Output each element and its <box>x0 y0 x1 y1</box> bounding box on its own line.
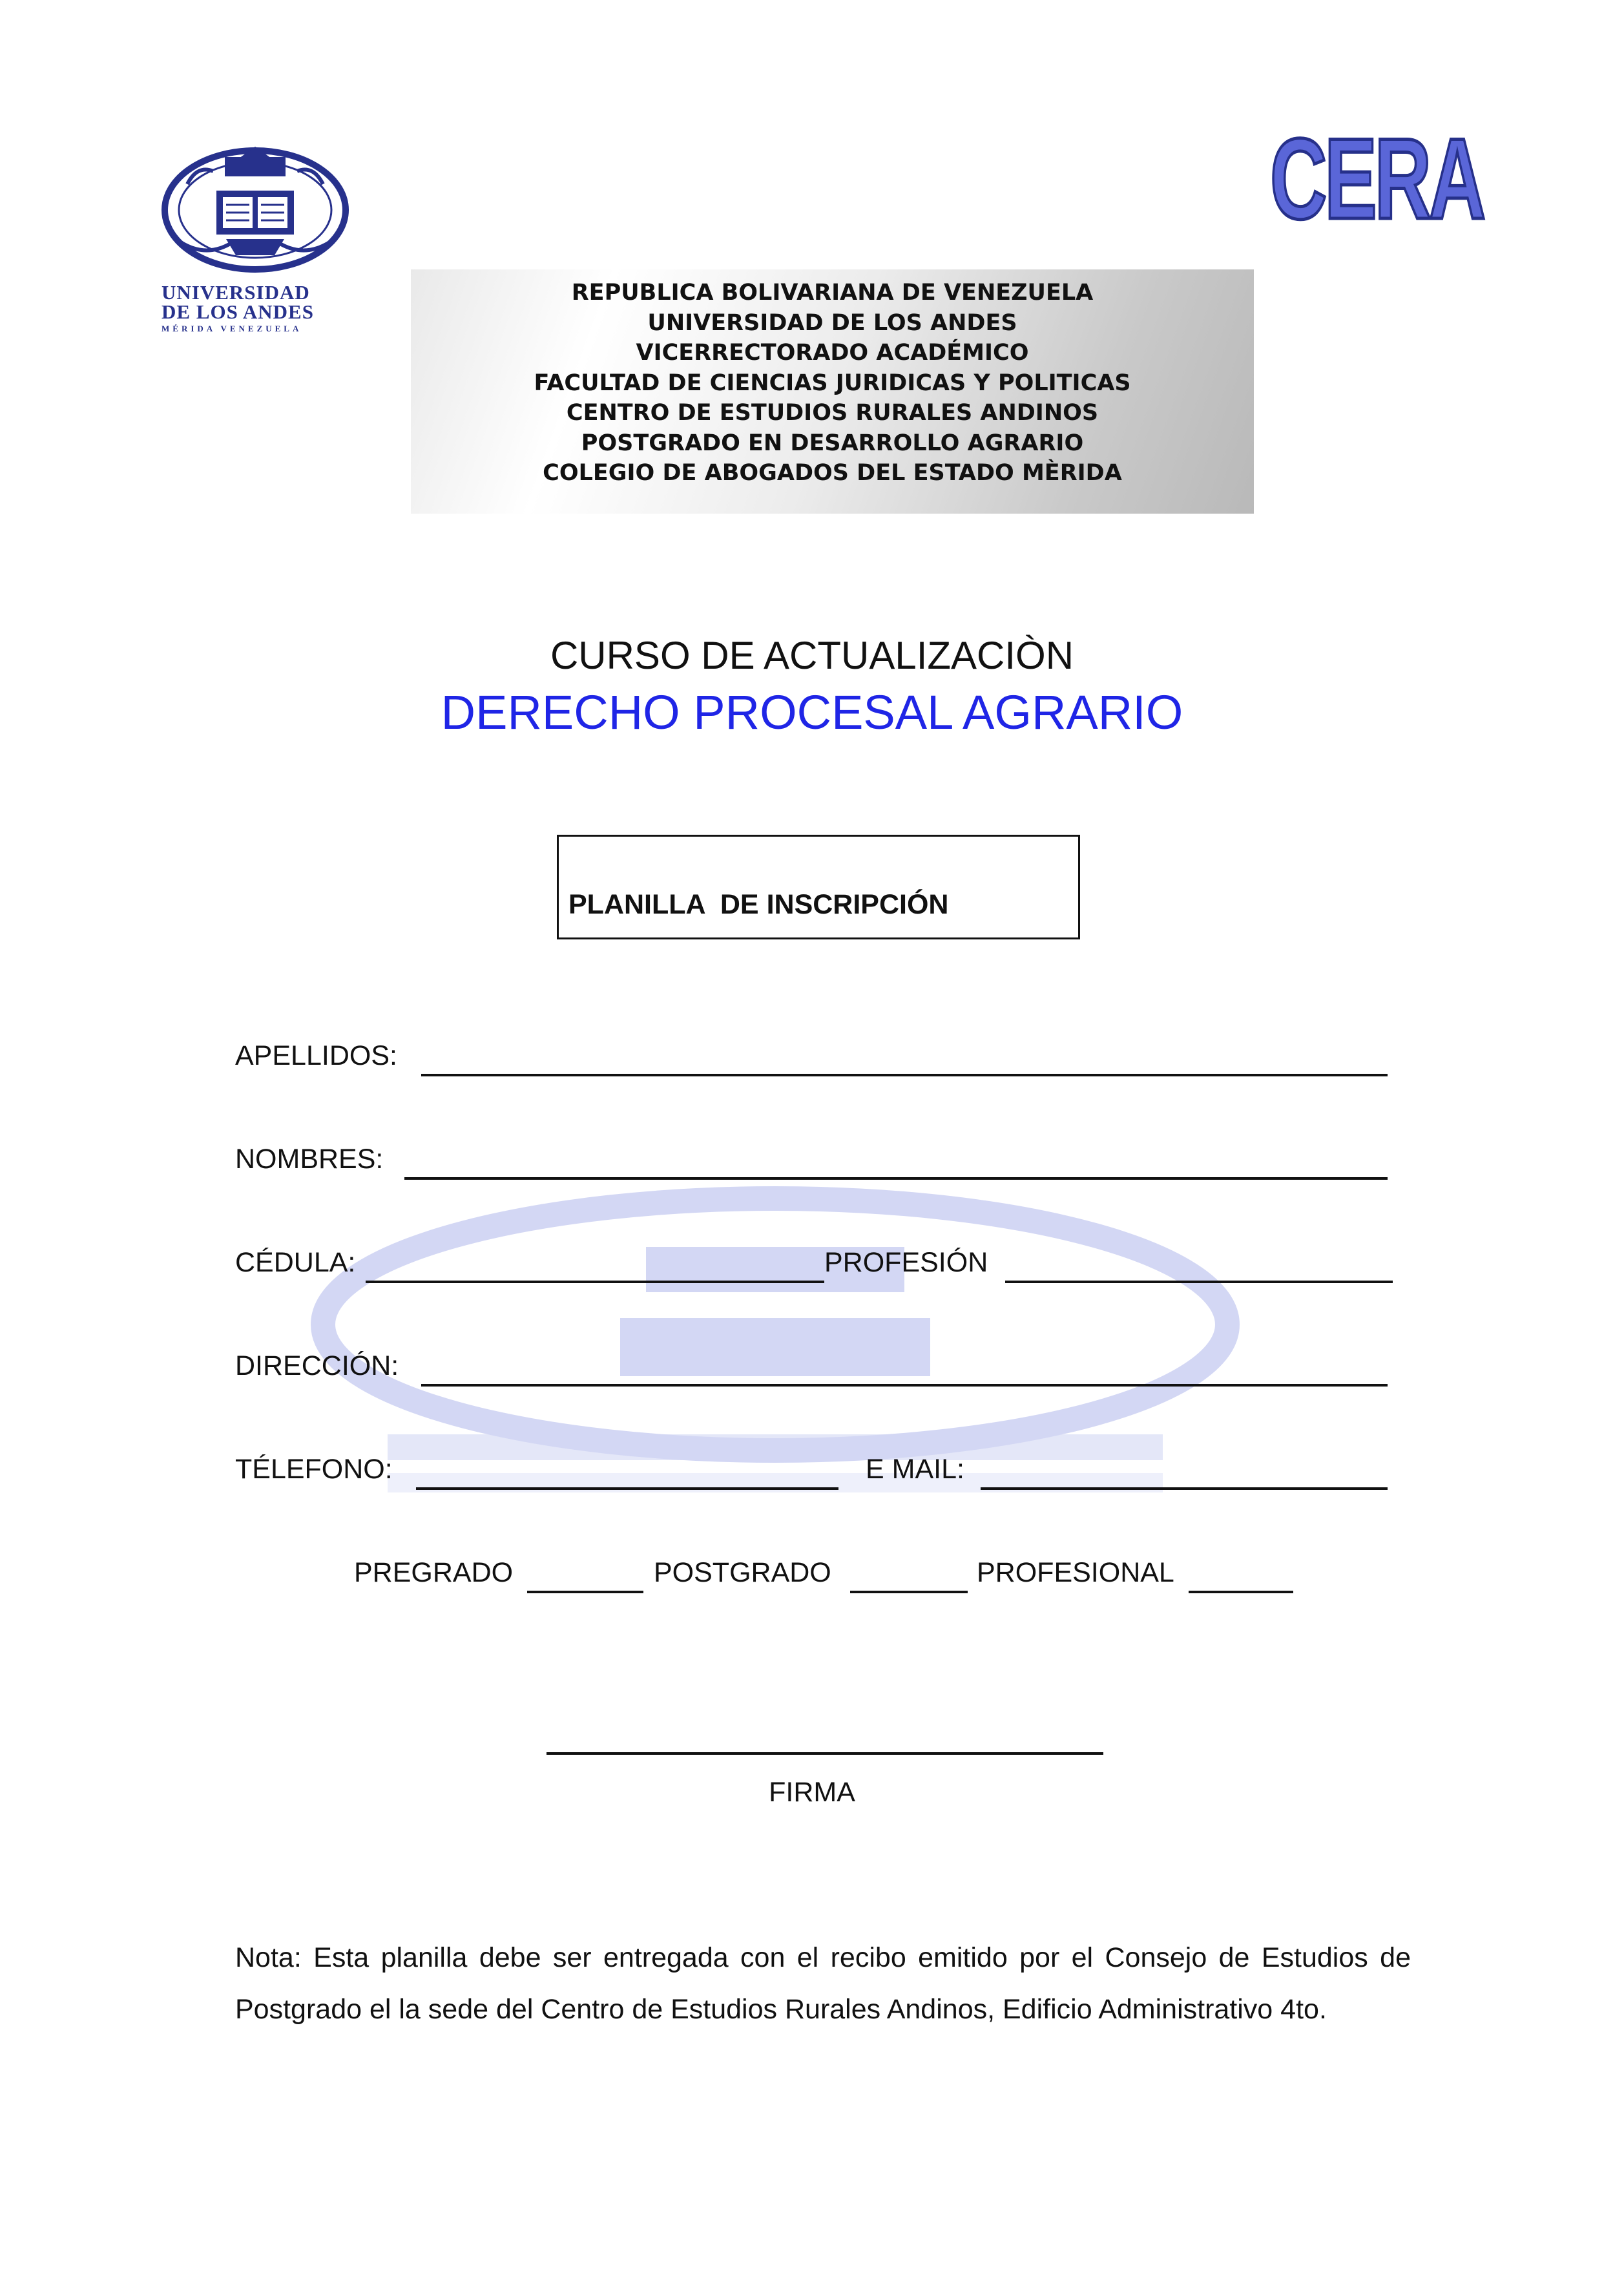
apellidos-label: APELLIDOS: <box>235 1040 397 1071</box>
nombres-field[interactable] <box>404 1177 1388 1180</box>
cedula-label: CÉDULA: <box>235 1247 356 1278</box>
telefono-field[interactable] <box>416 1487 838 1490</box>
direccion-field[interactable] <box>421 1384 1388 1387</box>
header-line: POSTGRADO EN DESARROLLO AGRARIO <box>581 430 1084 456</box>
university-seal-icon <box>161 145 349 275</box>
cedula-field[interactable] <box>366 1281 824 1283</box>
header-line: COLEGIO DE ABOGADOS DEL ESTADO MÈRIDA <box>543 460 1122 486</box>
postgrado-label: POSTGRADO <box>654 1557 831 1588</box>
email-label: E MAIL: <box>866 1454 964 1485</box>
cera-logo <box>1266 110 1499 243</box>
profesion-label: PROFESIÓN <box>824 1247 988 1278</box>
profesional-field[interactable] <box>1189 1591 1293 1593</box>
header-line: CENTRO DE ESTUDIOS RURALES ANDINOS <box>566 400 1099 426</box>
course-type: CURSO DE ACTUALIZACIÒN <box>550 634 1074 677</box>
form-title-box <box>557 835 1080 939</box>
university-name-line2: DE LOS ANDES <box>161 300 314 323</box>
header-line: FACULTAD DE CIENCIAS JURIDICAS Y POLITICAS <box>534 370 1131 396</box>
header-line: UNIVERSIDAD DE LOS ANDES <box>647 309 1017 336</box>
email-field[interactable] <box>981 1487 1388 1490</box>
signature-label: FIRMA <box>769 1777 855 1808</box>
telefono-label: TÉLEFONO: <box>235 1454 393 1485</box>
course-title: DERECHO PROCESAL AGRARIO <box>441 686 1183 739</box>
cera-logo-text: CERA <box>1270 114 1484 243</box>
apellidos-field[interactable] <box>421 1074 1388 1076</box>
form-title: PLANILLA DE INSCRIPCIÓN <box>568 889 949 920</box>
note-text: Nota: Esta planilla debe ser entregada con el recibo emitido por el Consejo de Estudios de Postgrado el la sede del Centro de Estudios Rurales Andinos, Edificio Administrativo 4to. <box>235 1942 1411 2025</box>
pregrado-label: PREGRADO <box>354 1557 514 1588</box>
university-location: MÉRIDA VENEZUELA <box>161 324 302 333</box>
institution-header <box>411 278 1254 488</box>
header-line: VICERRECTORADO ACADÉMICO <box>636 340 1029 366</box>
university-wordmark <box>161 283 349 334</box>
nombres-label: NOMBRES: <box>235 1144 384 1175</box>
seal-watermark <box>284 1189 1266 1499</box>
postgrado-field[interactable] <box>850 1591 968 1593</box>
profesion-field[interactable] <box>1005 1281 1393 1283</box>
university-name-line1: UNIVERSIDAD <box>161 281 310 304</box>
header-line: REPUBLICA BOLIVARIANA DE VENEZUELA <box>571 280 1094 306</box>
profesional-label: PROFESIONAL <box>977 1557 1174 1588</box>
pregrado-field[interactable] <box>527 1591 643 1593</box>
direccion-label: DIRECCIÓN: <box>235 1350 399 1381</box>
signature-line[interactable] <box>547 1752 1103 1755</box>
